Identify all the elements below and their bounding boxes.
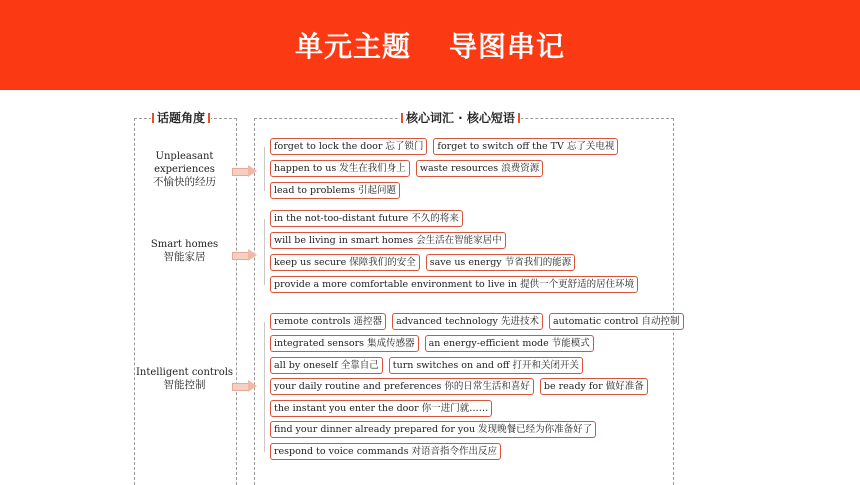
phrase-chip: the instant you enter the door 你一进门就…… xyxy=(270,400,492,417)
phrase-chip: turn switches on and off 打开和关闭开关 xyxy=(389,357,583,374)
phrase-chip: happen to us 发生在我们身上 xyxy=(270,160,410,177)
phrase-chip: your daily routine and preferences 你的日常生活和喜好 xyxy=(270,378,534,395)
topic-angle-header: 话题角度 xyxy=(151,111,211,125)
topic-unpleasant-experiences xyxy=(134,150,235,189)
phrase-chip: keep us secure 保障我们的安全 xyxy=(270,254,420,271)
arrow-icon xyxy=(232,166,258,176)
phrase-row xyxy=(270,276,638,293)
phrase-row xyxy=(270,232,506,249)
phrase-chip: forget to switch off the TV 忘了关电视 xyxy=(433,138,618,155)
topic-english: Smart homes xyxy=(150,239,219,250)
topic-chinese: 智能家居 xyxy=(163,251,206,263)
phrase-row xyxy=(270,357,583,374)
arrow-icon xyxy=(232,250,258,260)
topic-smart-homes xyxy=(134,238,235,264)
phrase-row xyxy=(270,313,684,330)
phrase-chip: an energy-efficient mode 节能模式 xyxy=(425,335,594,352)
phrase-row xyxy=(270,254,575,271)
phrase-chip: lead to problems 引起问题 xyxy=(270,182,400,199)
title-part-unit-theme: 单元主题 xyxy=(294,30,411,63)
phrase-chip: advanced technology 先进技术 xyxy=(392,313,543,330)
phrase-chip: forget to lock the door 忘了锁门 xyxy=(270,138,427,155)
phrase-chip: save us energy 节省我们的能源 xyxy=(426,254,575,271)
phrase-chip: all by oneself 全靠自己 xyxy=(270,357,383,374)
core-vocabulary-header: 核心词汇 · 核心短语 xyxy=(400,111,521,125)
topic-intelligent-controls xyxy=(134,366,235,392)
phrase-chip: provide a more comfortable environment to live in 提供一个更舒适的居住环境 xyxy=(270,276,638,293)
phrase-chip: will be living in smart homes 会生活在智能家居中 xyxy=(270,232,506,249)
topic-chinese: 智能控制 xyxy=(163,379,206,391)
phrase-chip: automatic control 自动控制 xyxy=(549,313,684,330)
phrase-chip: integrated sensors 集成传感器 xyxy=(270,335,419,352)
phrase-chip: waste resources 浪费资源 xyxy=(416,160,543,177)
arrow-icon xyxy=(232,381,258,391)
title-part-mindmap: 导图串记 xyxy=(449,30,566,63)
title-banner xyxy=(0,0,860,90)
topic-chinese: 不愉快的经历 xyxy=(153,176,216,188)
phrase-row xyxy=(270,210,463,227)
phrase-chip: in the not-too-distant future 不久的将来 xyxy=(270,210,463,227)
phrase-chip: remote controls 遥控器 xyxy=(270,313,386,330)
phrase-chip: be ready for 做好准备 xyxy=(540,378,648,395)
phrase-row xyxy=(270,160,543,177)
phrase-chip: respond to voice commands 对语音指令作出反应 xyxy=(270,443,501,460)
topic-english: Unpleasant experiences xyxy=(154,151,215,175)
phrase-row xyxy=(270,182,400,199)
phrase-row xyxy=(270,400,492,417)
phrase-chip: find your dinner already prepared for you 发现晚餐已经为你准备好了 xyxy=(270,421,596,438)
phrase-row xyxy=(270,138,618,155)
topic-english: Intelligent controls xyxy=(135,367,234,378)
page-title xyxy=(295,25,565,65)
phrase-row xyxy=(270,421,596,438)
phrase-row xyxy=(270,335,594,352)
phrase-row xyxy=(270,443,501,460)
phrase-row xyxy=(270,378,648,395)
